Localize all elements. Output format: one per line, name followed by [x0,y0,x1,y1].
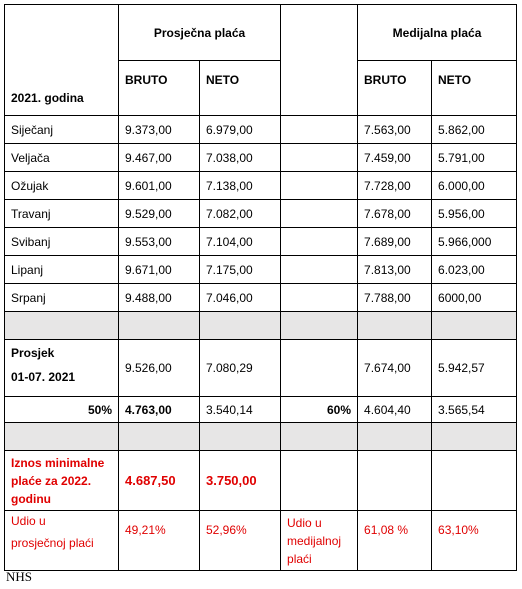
month-med-bruto: 7.459,00 [358,144,432,172]
spacer-cell [281,116,358,144]
average-med-neto: 5.942,57 [432,340,517,397]
month-avg-neto: 7.138,00 [200,172,281,200]
footer-source: NHS [6,569,33,584]
average-avg-bruto: 9.526,00 [119,340,200,397]
month-med-neto: 6.023,00 [432,256,517,284]
med-share-label-line3: plaći [287,552,312,566]
avg-share-label-line1: Udio u [11,514,46,528]
avg-neto-header: NETO [200,61,281,116]
percent-avg-neto: 3.540,14 [200,397,281,423]
average-label [5,340,119,397]
month-avg-bruto: 9.529,00 [119,200,200,228]
average-wage-title: Prosječna plaća [119,5,281,61]
month-avg-bruto: 9.601,00 [119,172,200,200]
percent-med-bruto: 4.604,40 [358,397,432,423]
year-label: 2021. godina [5,5,119,116]
median-wage-title: Medijalna plaća [358,5,517,61]
month-row [5,172,517,200]
month-avg-neto: 7.046,00 [200,284,281,312]
med-neto-header: NETO [432,61,517,116]
med-share-label-line1: Udio u [287,516,322,530]
percent-avg-bruto: 4.763,00 [119,397,200,423]
average-row [5,340,517,397]
spacer-cell [281,200,358,228]
wage-table [4,4,517,571]
month-avg-neto: 6.979,00 [200,116,281,144]
minimum-wage-row [5,451,517,511]
month-med-neto: 5.956,00 [432,200,517,228]
month-name: Srpanj [5,284,119,312]
month-name: Siječanj [5,116,119,144]
month-med-bruto: 7.689,00 [358,228,432,256]
month-name: Ožujak [5,172,119,200]
month-row [5,116,517,144]
month-name: Travanj [5,200,119,228]
avg-percent-label: 50% [5,397,119,423]
month-avg-bruto: 9.553,00 [119,228,200,256]
minimum-wage-bruto: 4.687,50 [119,451,200,511]
min-wage-label-line3: godinu [11,491,51,506]
spacer-cell [281,5,358,116]
month-med-neto: 6.000,00 [432,172,517,200]
percent-med-neto: 3.565,54 [432,397,517,423]
spacer-cell [281,340,358,397]
month-row [5,256,517,284]
empty-cell [432,451,517,511]
month-avg-bruto: 9.373,00 [119,116,200,144]
minimum-wage-neto: 3.750,00 [200,451,281,511]
month-avg-bruto: 9.467,00 [119,144,200,172]
month-avg-neto: 7.104,00 [200,228,281,256]
month-row [5,200,517,228]
month-med-bruto: 7.728,00 [358,172,432,200]
share-med-neto: 63,10% [432,511,517,571]
med-bruto-header: BRUTO [358,61,432,116]
month-name: Lipanj [5,256,119,284]
grey-separator-row [5,423,517,451]
spacer-cell [281,172,358,200]
month-row [5,144,517,172]
spacer-cell [281,451,358,511]
month-name: Veljača [5,144,119,172]
average-label-line2: 01-07. 2021 [11,370,76,384]
month-med-neto: 5.862,00 [432,116,517,144]
percent-row [5,397,517,423]
month-med-neto: 5.966,000 [432,228,517,256]
grey-separator-row [5,312,517,340]
month-avg-bruto: 9.488,00 [119,284,200,312]
average-med-bruto: 7.674,00 [358,340,432,397]
month-med-bruto: 7.678,00 [358,200,432,228]
share-avg-neto: 52,96% [200,511,281,571]
avg-share-label [5,511,119,571]
share-row [5,511,517,571]
month-row [5,228,517,256]
med-share-label-line2: medijalnoj [287,534,342,548]
minimum-wage-label [5,451,119,511]
month-name: Svibanj [5,228,119,256]
med-share-label [281,511,358,571]
month-med-bruto: 7.788,00 [358,284,432,312]
spacer-cell [281,284,358,312]
spacer-cell [281,228,358,256]
empty-cell [358,451,432,511]
spacer-cell [281,256,358,284]
avg-bruto-header: BRUTO [119,61,200,116]
month-avg-bruto: 9.671,00 [119,256,200,284]
month-avg-neto: 7.082,00 [200,200,281,228]
share-med-bruto: 61,08 % [358,511,432,571]
average-label-line1: Prosjek [11,346,55,360]
month-avg-neto: 7.038,00 [200,144,281,172]
med-percent-label: 60% [281,397,358,423]
month-med-neto: 5.791,00 [432,144,517,172]
min-wage-label-line1: Iznos minimalne [11,455,105,470]
month-med-bruto: 7.813,00 [358,256,432,284]
month-med-neto: 6000,00 [432,284,517,312]
average-avg-neto: 7.080,29 [200,340,281,397]
share-avg-bruto: 49,21% [119,511,200,571]
month-avg-neto: 7.175,00 [200,256,281,284]
min-wage-label-line2: plaće za 2022. [11,473,92,488]
month-row [5,284,517,312]
avg-share-label-line2: prosječnoj plaći [11,536,94,550]
spacer-cell [281,144,358,172]
month-med-bruto: 7.563,00 [358,116,432,144]
